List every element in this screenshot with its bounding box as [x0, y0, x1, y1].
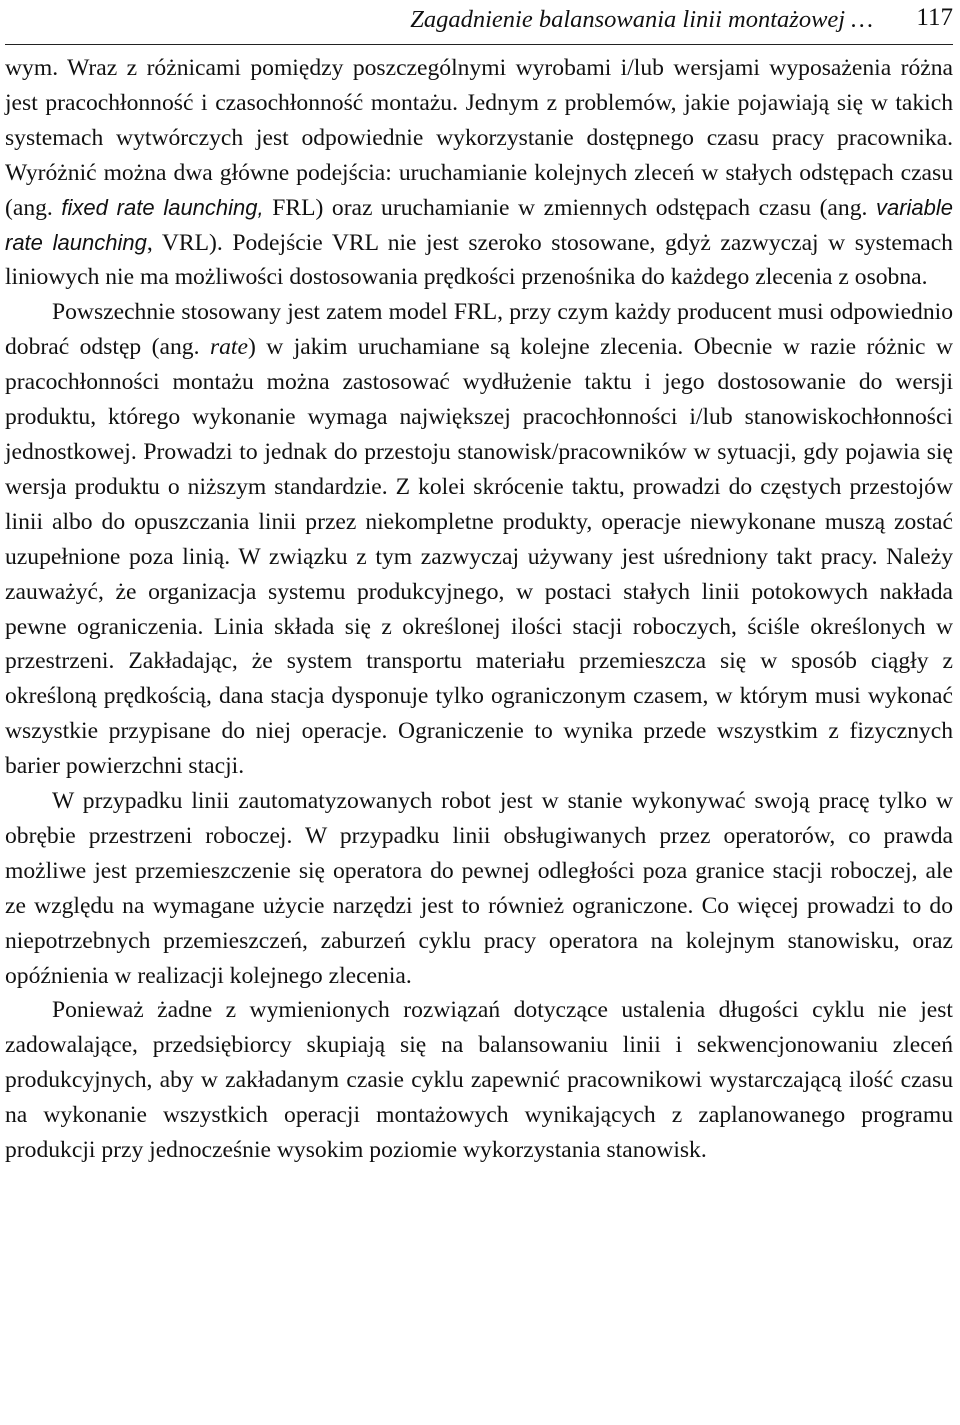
- document-page: [5, 0, 953, 1168]
- paragraph-4: [5, 993, 953, 1168]
- page-number: 117: [916, 4, 953, 31]
- paragraph-1: [5, 51, 953, 295]
- text-run: ) w jakim uruchamiane są kolejne zlecenia. Obecnie w razie różnic w pracochłonności montażu można zastosować wydłużenie taktu i jego dostosowanie do wersji produktu, którego wykonanie wymaga największej pracochłonności i/lub stanowiskochłonności jednostkowej. Prowadzi to jednak do przestoju stanowisk/pracowników w sytuacji, gdy pojawia się wersja produktu o niższym standardzie. Z kolei skrócenie taktu, prowadzi do częstych przestojów linii albo do opuszczania linii przez niekompletne produkty, operacje niewykonane muszą zostać uzupełnione poza linią. W związku z tym zazwyczaj używany jest uśredniony takt pracy. Należy zauważyć, że organizacja systemu produkcyjnego, w postaci stałych linii potokowych nakłada pewne ograniczenia. Linia składa się z określonej ilości stacji roboczych, ściśle określonych w przestrzeni. Zakładając, że system transportu materiału przemieszcza się w sposób ciągły z określoną prędkością, dana stacja dysponuje tylko ograniczonym czasem, w którym musi wykonać wszystkie przypisane do niej operacje. Ograniczenie to wynika przede wszystkim z fizycznych barier powierzchni stacji.: [5, 334, 953, 780]
- paragraph-2: [5, 295, 953, 784]
- running-header: [5, 0, 953, 45]
- text-run: Ponieważ żadne z wymienionych rozwiązań dotyczące ustalenia długości cyklu nie jest zadowalające, przedsiębiorcy skupiają się na balansowaniu linii i sekwencjonowaniu zleceń produkcyjnych, aby w zakładanym czasie cyklu zapewnić pracownikowi wystarczającą ilość czasu na wykonanie wszystkich operacji montażowych wynikających z zaplanowanego programu produkcji przy jednocześnie wysokim poziomie wykorzystania stanowisk.: [5, 997, 953, 1164]
- text-run: , VRL). Podejście VRL nie jest szeroko stosowane, gdyż zazwyczaj w systemach liniowych nie ma możliwości dostosowania prędkości przenośnika do każdego zlecenia z osobna.: [5, 229, 953, 291]
- italic-term-rate: rate: [209, 334, 248, 361]
- text-run: Powszechnie stosowany jest zatem model FRL, przy czym każdy producent musi odpowiednio dobrać odstęp (ang.: [5, 299, 953, 361]
- text-run: wym. Wraz z różnicami pomiędzy poszczególnymi wyrobami i/lub wersjami wyposażenia różna jest pracochłonność i czasochłonność montażu. Jednym z problemów, jakie pojawiają się w takich systemach wytwórczych jest odpowiednie wykorzystanie dostępnego czasu pracy pracownika. Wyróżnić można dwa główne podejścia: uruchamianie kolejnych zleceń w stałych odstępach czasu (ang.: [5, 55, 953, 221]
- italic-term-fixed-rate-launching: fixed rate launching,: [61, 194, 264, 220]
- text-run: W przypadku linii zautomatyzowanych robot jest w stanie wykonywać swoją pracę tylko w obrębie przestrzeni roboczej. W przypadku linii obsługiwanych przez operatorów, co prawda możliwe jest przemieszczenie się operatora do pewnej odległości poza granice stacji roboczej, ale ze względu na wymagane użycie narzędzi jest to również ograniczone. Co więcej prowadzi to do niepotrzebnych przemieszczeń, zaburzeń cyklu pracy operatora na kolejnym stanowisku, oraz opóźnienia w realizacji kolejnego zlecenia.: [5, 788, 953, 989]
- paragraph-3: [5, 784, 953, 993]
- italic-term-variable-rate-launching: variable rate launching: [5, 194, 953, 255]
- running-header-title: Zagadnienie balansowania linii montażowej …: [410, 6, 873, 33]
- text-run: FRL) oraz uruchamianie w zmiennych odstępach czasu (ang.: [263, 194, 876, 221]
- body-text: [5, 51, 953, 1168]
